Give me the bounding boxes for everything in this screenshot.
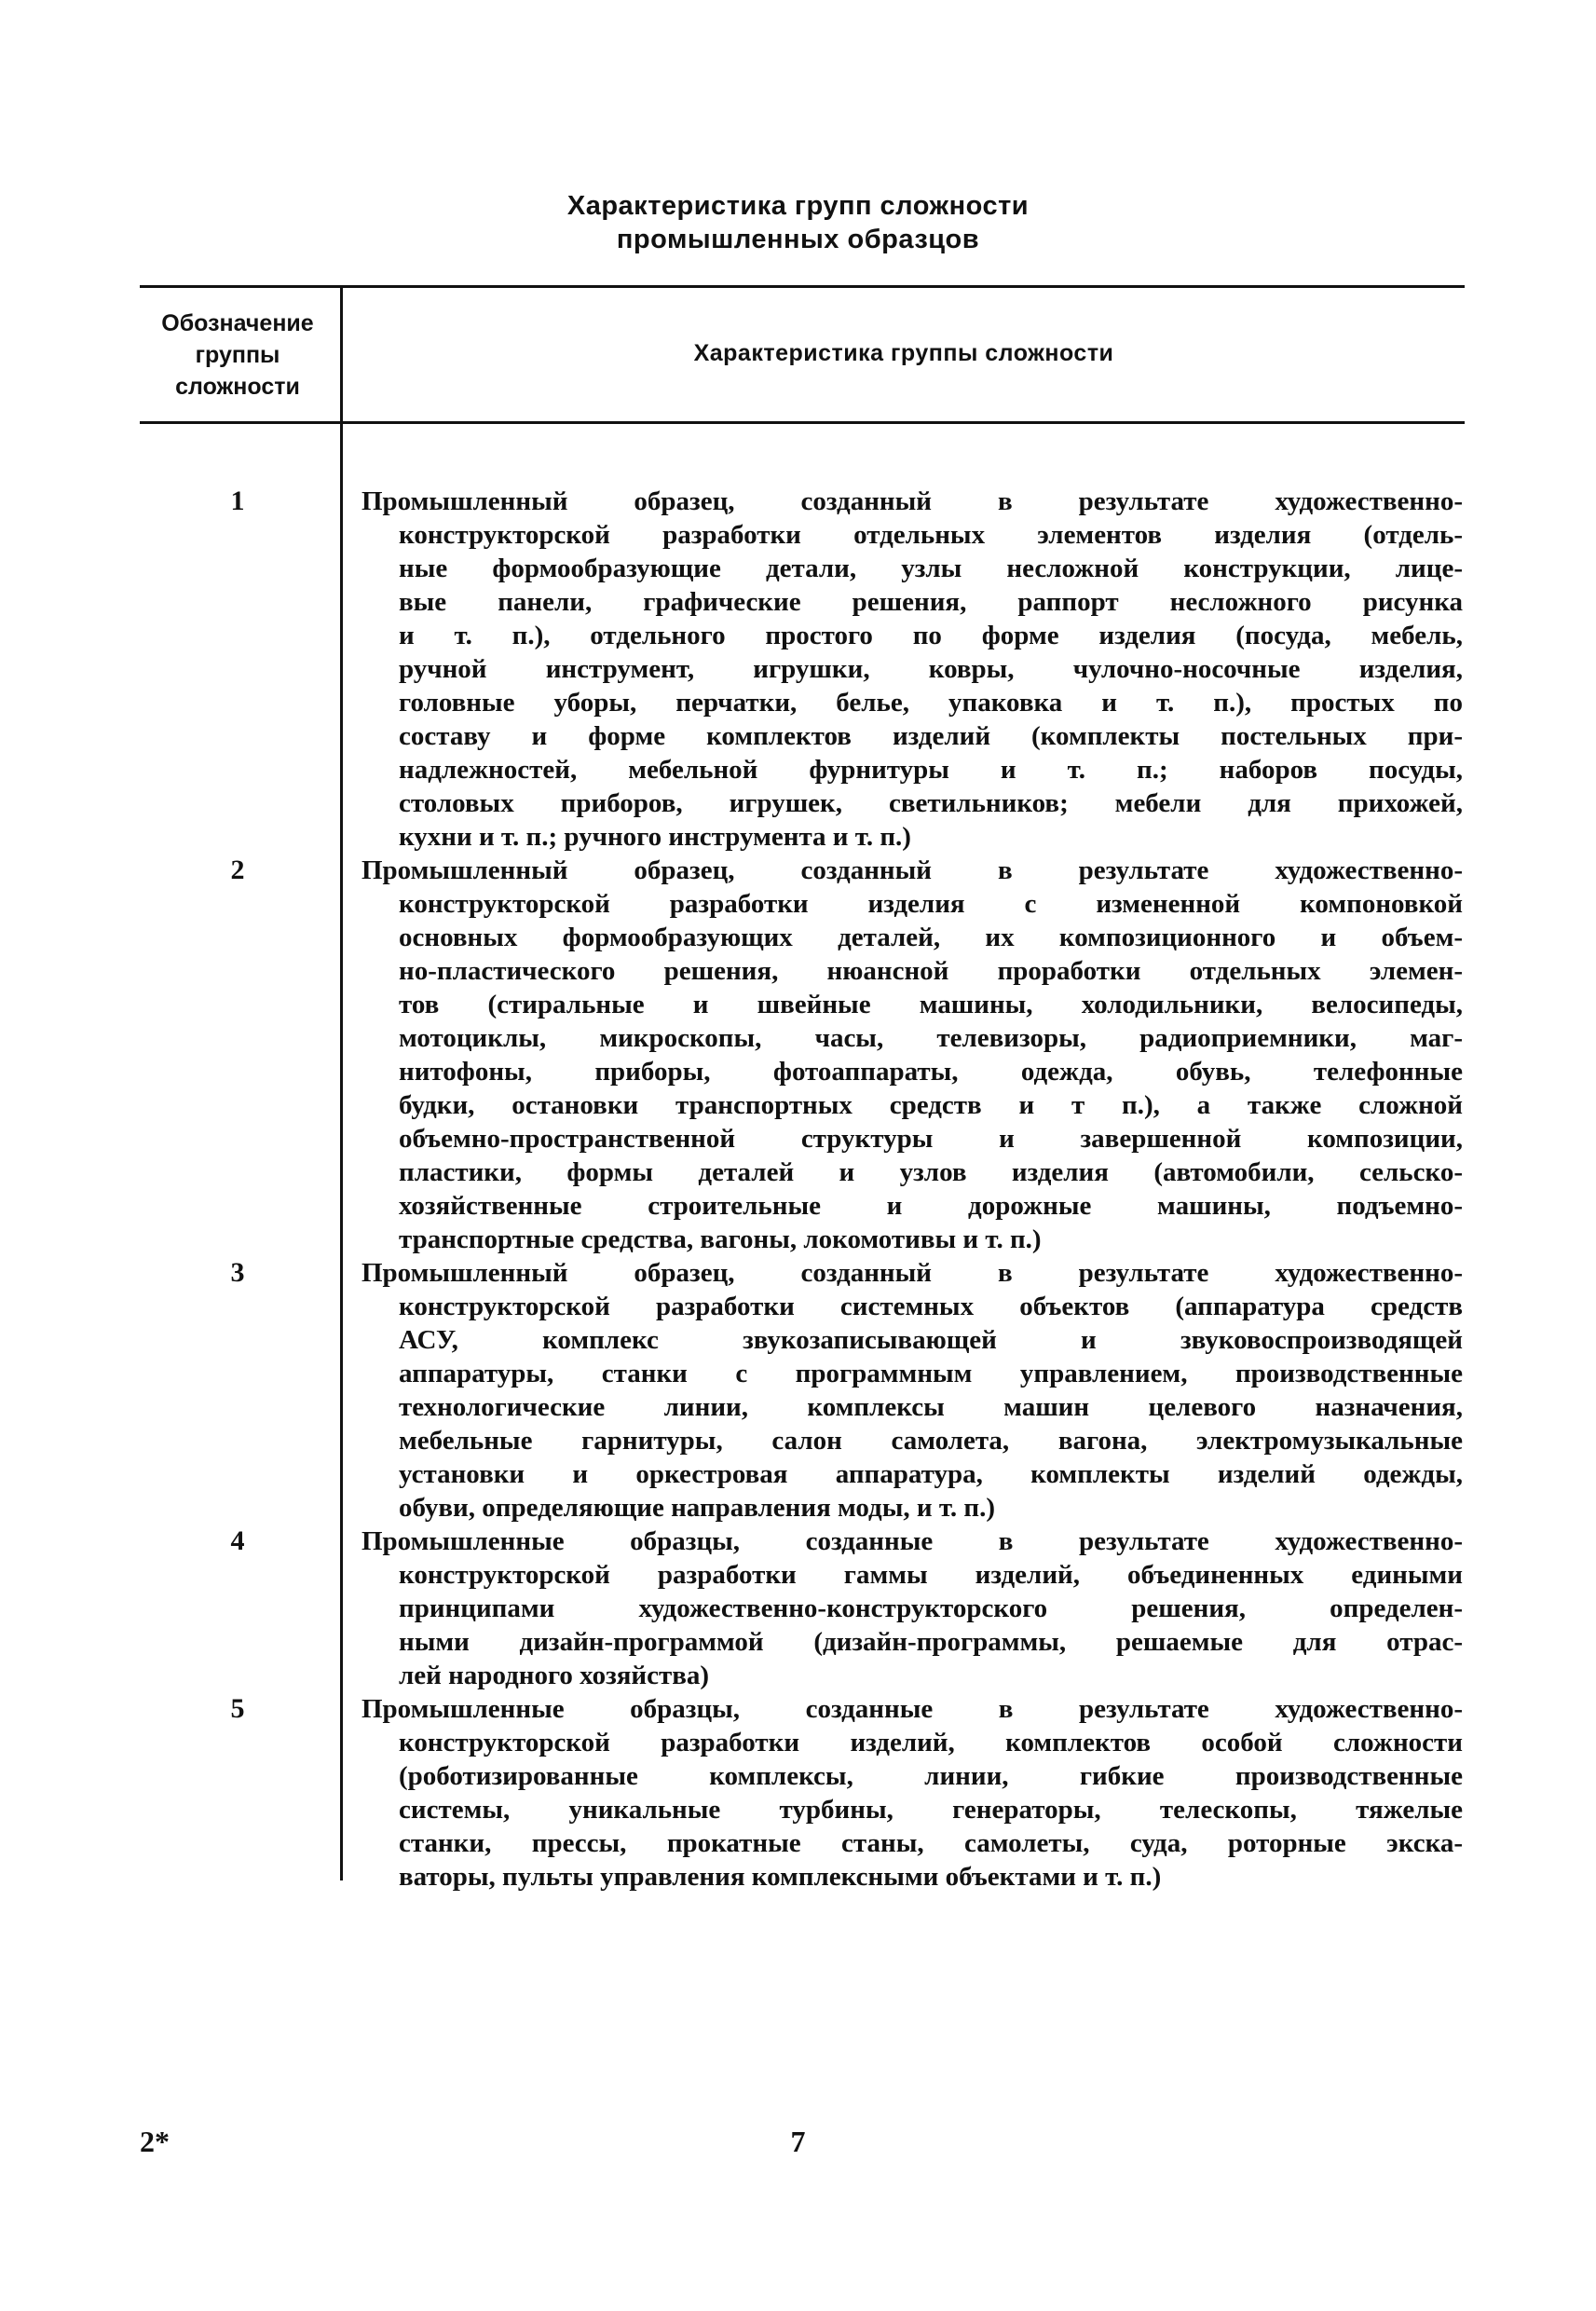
description-line: Промышленный образец, созданный в результате художественно-: [361, 855, 1463, 885]
description-line: мебельные гарнитуры, салон самолета, вагона, электромузыкальные: [399, 1426, 1463, 1456]
description-line: но-пластического решения, нюансной проработки отдельных элемен-: [399, 956, 1463, 986]
table-top-rule: [140, 285, 1465, 288]
description-line: тов (стиральные и швейные машины, холодильники, велосипеды,: [399, 990, 1463, 1019]
page-title: [0, 189, 1596, 256]
description-line: ваторы, пульты управления комплексными объектами и т. п.): [399, 1862, 1162, 1892]
description-line: Промышленные образцы, созданные в результате художественно-: [361, 1694, 1463, 1724]
table-header-rule: [140, 421, 1465, 424]
group-description: [361, 854, 1463, 1256]
description-line: аппаратуры, станки с программным управлением, производственные: [399, 1359, 1463, 1388]
column-header-group-characteristic: Характеристика группы сложности: [693, 340, 1114, 366]
description-line: принципами художественно-конструкторского решения, определен-: [399, 1593, 1463, 1623]
description-line: ручной инструмент, игрушки, ковры, чулочно-носочные изделия,: [399, 654, 1463, 684]
column-header-group-designation: [140, 308, 335, 403]
description-line: лей народного хозяйства): [399, 1661, 710, 1690]
column-header-line: группы: [195, 342, 280, 368]
description-line: конструкторской разработки отдельных элементов изделия (отдель-: [399, 520, 1463, 550]
description-line: АСУ, комплекс звукозаписывающей и звуковоспроизводящей: [399, 1325, 1463, 1355]
description-line: транспортные средства, вагоны, локомотивы и т. п.): [399, 1224, 1042, 1254]
description-line: будки, остановки транспортных средств и т п.), а также сложной: [399, 1090, 1463, 1120]
group-number: 2: [230, 855, 245, 885]
title-line-2: промышленных образцов: [616, 225, 980, 254]
group-description: [361, 1256, 1463, 1525]
description-line: надлежностей, мебельной фурнитуры и т. п.; наборов посуды,: [399, 755, 1463, 785]
column-header-line: сложности: [175, 374, 300, 400]
group-description: [361, 485, 1463, 854]
signature-mark: 2*: [140, 2125, 170, 2158]
group-number: 4: [230, 1525, 245, 1556]
group-description: [361, 1525, 1463, 1692]
description-line: (роботизированные комплексы, линии, гибкие производственные: [399, 1761, 1463, 1791]
page-number: 7: [790, 2125, 806, 2158]
group-number: 3: [230, 1257, 245, 1288]
description-line: составу и форме комплектов изделий (комплекты постельных при-: [399, 721, 1463, 751]
description-line: установки и оркестровая аппаратура, комплекты изделий одежды,: [399, 1459, 1463, 1489]
group-description: [361, 1692, 1463, 1894]
description-line: и т. п.), отдельного простого по форме изделия (посуда, мебель,: [399, 621, 1463, 650]
description-line: хозяйственные строительные и дорожные машины, подъемно-: [399, 1191, 1463, 1221]
description-line: нитофоны, приборы, фотоаппараты, одежда, обувь, телефонные: [399, 1057, 1463, 1087]
description-line: пластики, формы деталей и узлов изделия (автомобили, сельско-: [399, 1157, 1463, 1187]
description-line: конструкторской разработки изделий, комплектов особой сложности: [399, 1728, 1463, 1757]
group-number: 1: [230, 485, 245, 516]
description-line: станки, прессы, прокатные станы, самолеты, суда, роторные экска-: [399, 1828, 1463, 1858]
description-line: системы, уникальные турбины, генераторы, телескопы, тяжелые: [399, 1795, 1463, 1825]
description-line: обуви, определяющие направления моды, и т. п.): [399, 1493, 995, 1523]
description-line: Промышленный образец, созданный в результате художественно-: [361, 1258, 1463, 1288]
description-line: объемно-пространственной структуры и завершенной композиции,: [399, 1124, 1463, 1154]
table-column-divider: [340, 285, 343, 1880]
title-line-1: Характеристика групп сложности: [566, 191, 1030, 221]
description-line: столовых приборов, игрушек, светильников; мебели для прихожей,: [399, 788, 1463, 818]
description-line: конструкторской разработки гаммы изделий, объединенных едиными: [399, 1560, 1463, 1590]
description-line: технологические линии, комплексы машин целевого назначения,: [399, 1392, 1463, 1422]
description-line: ные формообразующие детали, узлы несложной конструкции, лице-: [399, 554, 1463, 583]
description-line: основных формообразующих деталей, их композиционного и объем-: [399, 923, 1463, 952]
description-line: ными дизайн-программой (дизайн-программы, решаемые для отрас-: [399, 1627, 1463, 1657]
group-number: 5: [230, 1693, 245, 1724]
description-line: Промышленный образец, созданный в результате художественно-: [361, 486, 1463, 516]
description-line: вые панели, графические решения, раппорт несложного рисунка: [399, 587, 1463, 617]
description-line: Промышленные образцы, созданные в результате художественно-: [361, 1526, 1463, 1556]
description-line: мотоциклы, микроскопы, часы, телевизоры, радиоприемники, маг-: [399, 1023, 1463, 1053]
description-line: кухни и т. п.; ручного инструмента и т. п.): [399, 822, 911, 852]
description-line: конструкторской разработки изделия с измененной компоновкой: [399, 889, 1463, 919]
description-line: конструкторской разработки системных объектов (аппаратура средств: [399, 1292, 1463, 1321]
column-header-line: Обозначение: [161, 310, 314, 336]
description-line: головные уборы, перчатки, белье, упаковка и т. п.), простых по: [399, 688, 1463, 718]
